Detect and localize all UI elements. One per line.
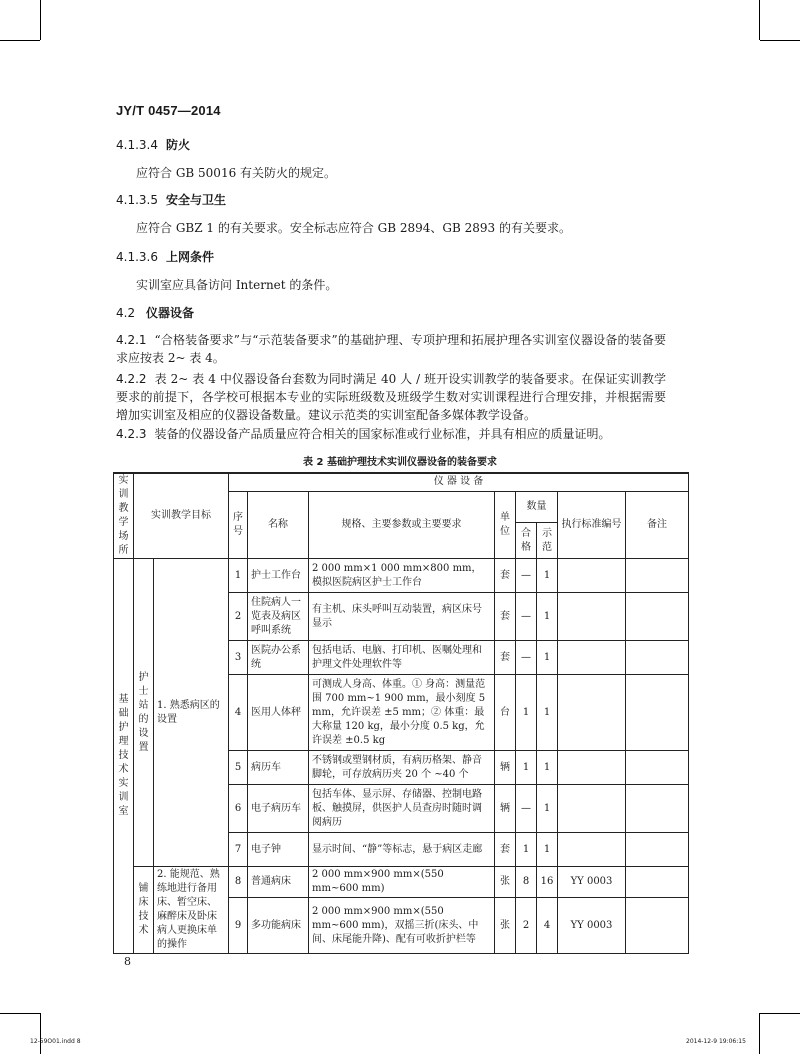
row-unit: 套 — [495, 559, 516, 593]
section-title: 防火 — [165, 138, 190, 152]
crop-mark — [760, 1013, 800, 1014]
row-seq: 3 — [229, 641, 248, 675]
row-demo: 1 — [537, 751, 558, 785]
section-heading — [116, 191, 226, 208]
row-name: 住院病人一览表及病区呼叫系统 — [248, 593, 309, 641]
row-seq: 6 — [229, 785, 248, 833]
row-unit: 台 — [495, 675, 516, 751]
crop-mark — [760, 40, 800, 41]
row-remark — [626, 675, 689, 751]
row-unit: 辆 — [495, 751, 516, 785]
row-spec: 2 000 mm×900 mm×(550 mm~600 mm) — [309, 867, 495, 898]
section-heading — [116, 136, 190, 153]
standard-code: JY/T 0457—2014 — [116, 103, 221, 118]
row-seq: 2 — [229, 593, 248, 641]
clause-text: 装备的仪器设备产品质量应符合相关的国家标准或行业标准，并具有相应的质量证明。 — [154, 427, 611, 441]
section-text: 应符合 GBZ 1 的有关要求。安全标志应符合 GB 2894、GB 2893 的有关要求。 — [136, 221, 571, 235]
header-equipment: 仪 器 设 备 — [229, 473, 689, 491]
row-spec: 有主机、床头呼叫互动装置，病区床号显示 — [309, 593, 495, 641]
row-spec: 2 000 mm×1 000 mm×800 mm，模拟医院病区护士工作台 — [309, 559, 495, 593]
section-heading — [116, 304, 194, 321]
row-seq: 5 — [229, 751, 248, 785]
header-goal: 实训教学目标 — [134, 473, 229, 559]
header-seq: 序号 — [229, 491, 248, 559]
group-label: 护士站的设置 — [134, 559, 154, 867]
clause-text: “合格装备要求”与“示范装备要求”的基础护理、专项护理和拓展护理各实训室仪器设备的装备要求应按表 2~ 表 4。 — [116, 333, 666, 365]
clause-number: 4.2.3 — [116, 427, 147, 441]
header-quantity: 数量 — [516, 491, 558, 523]
place-cell: 基础护理技术实训室 — [114, 559, 134, 954]
row-qualified: — — [516, 593, 537, 641]
clause — [116, 331, 666, 367]
row-demo: 1 — [537, 833, 558, 867]
row-remark — [626, 833, 689, 867]
section-text: 实训室应具备访问 Internet 的条件。 — [136, 278, 338, 292]
row-qualified: — — [516, 559, 537, 593]
crop-mark — [0, 1013, 40, 1014]
row-remark — [626, 559, 689, 593]
table-caption: 表 2 基础护理技术实训仪器设备的装备要求 — [303, 457, 497, 468]
row-qualified: 1 — [516, 833, 537, 867]
table-row — [114, 867, 689, 898]
row-name: 电子病历车 — [248, 785, 309, 833]
row-unit: 套 — [495, 593, 516, 641]
row-standard — [558, 641, 626, 675]
header-place: 实训教学场所 — [114, 473, 134, 559]
row-remark — [626, 867, 689, 898]
section-number: 4.2 — [116, 306, 136, 320]
row-standard — [558, 675, 626, 751]
section-number: 4.1.3.5 — [116, 193, 158, 207]
section-text: 应符合 GB 50016 有关防火的规定。 — [136, 166, 337, 180]
row-demo: 4 — [537, 898, 558, 954]
row-seq: 4 — [229, 675, 248, 751]
clause — [116, 425, 666, 443]
crop-mark — [40, 1013, 41, 1054]
row-spec: 不锈钢或塑钢材质，有病历格架、静音脚轮，可存放病历夹 20 个 ~40 个 — [309, 751, 495, 785]
header-demo: 示范 — [537, 523, 558, 559]
row-remark — [626, 751, 689, 785]
header-qualified: 合格 — [516, 523, 537, 559]
row-spec: 可测成人身高、体重。① 身高：测量范围 700 mm~1 900 mm，最小刻度 5 mm，允许误差 ±5 mm；② 体重：最大称量 120 kg，最小分度 0.5 kg，允许误差 ±0.5 kg — [309, 675, 495, 751]
row-unit: 张 — [495, 898, 516, 954]
row-standard: YY 0003 — [558, 867, 626, 898]
row-unit: 套 — [495, 833, 516, 867]
row-standard — [558, 593, 626, 641]
goal-cell: 1. 熟悉病区的设置 — [154, 559, 229, 867]
clause-text: 表 2~ 表 4 中仪器设备台套数为同时满足 40 人 / 班开设实训教学的装备要求。在保证实训教学要求的前提下，各学校可根据本专业的实际班级数及班级学生数对实训课程进行合理安排，并根据需要增加实训室及相应的仪器设备数量。建议示范类的实训室配备多媒体教学设备。 — [116, 372, 666, 422]
header-name: 名称 — [248, 491, 309, 559]
row-spec: 包括电话、电脑、打印机、医嘱处理和护理文件处理软件等 — [309, 641, 495, 675]
group-label: 铺床技术 — [134, 867, 154, 954]
row-remark — [626, 641, 689, 675]
row-name: 电子钟 — [248, 833, 309, 867]
footer-timestamp: 2014-12-9 19:06:15 — [686, 1038, 746, 1045]
row-remark — [626, 593, 689, 641]
row-spec: 包括车体、显示屏、存储器、控制电路板、触摸屏，供医护人员查房时随时调阅病历 — [309, 785, 495, 833]
page-number: 8 — [124, 955, 131, 968]
section-title: 上网条件 — [165, 250, 214, 264]
section-number: 4.1.3.6 — [116, 250, 158, 264]
row-standard: YY 0003 — [558, 898, 626, 954]
row-standard — [558, 559, 626, 593]
row-unit: 辆 — [495, 785, 516, 833]
row-seq: 9 — [229, 898, 248, 954]
equipment-table — [113, 472, 689, 954]
row-name: 病历车 — [248, 751, 309, 785]
section-heading — [116, 248, 214, 265]
clause-number: 4.2.2 — [116, 372, 147, 386]
header-spec: 规格、主要参数或主要要求 — [309, 491, 495, 559]
row-qualified: 1 — [516, 751, 537, 785]
row-seq: 1 — [229, 559, 248, 593]
clause — [116, 370, 666, 424]
row-remark — [626, 898, 689, 954]
row-demo: 1 — [537, 785, 558, 833]
row-qualified: 2 — [516, 898, 537, 954]
row-spec: 显示时间、“静”等标志，悬于病区走廊 — [309, 833, 495, 867]
row-standard — [558, 751, 626, 785]
row-spec: 2 000 mm×900 mm×(550 mm~600 mm)，双摇三折(床头、中间、床尾能升降)、配有可收折护栏等 — [309, 898, 495, 954]
crop-mark — [0, 40, 40, 41]
row-name: 医院办公系统 — [248, 641, 309, 675]
row-name: 多功能病床 — [248, 898, 309, 954]
row-demo: 1 — [537, 675, 558, 751]
header-remark: 备注 — [626, 491, 689, 559]
clause-number: 4.2.1 — [116, 333, 147, 347]
row-demo: 1 — [537, 593, 558, 641]
table-row — [114, 559, 689, 593]
crop-mark — [759, 0, 760, 40]
row-name: 普通病床 — [248, 867, 309, 898]
row-unit: 套 — [495, 641, 516, 675]
crop-mark — [759, 1013, 760, 1054]
row-qualified: — — [516, 641, 537, 675]
row-seq: 7 — [229, 833, 248, 867]
row-qualified: 1 — [516, 675, 537, 751]
header-unit: 单位 — [495, 491, 516, 559]
row-standard — [558, 833, 626, 867]
header-standard: 执行标准编号 — [558, 491, 626, 559]
row-demo: 1 — [537, 559, 558, 593]
row-qualified: — — [516, 785, 537, 833]
row-demo: 1 — [537, 641, 558, 675]
row-name: 医用人体秤 — [248, 675, 309, 751]
row-standard — [558, 785, 626, 833]
section-title: 仪器设备 — [146, 306, 195, 320]
row-qualified: 8 — [516, 867, 537, 898]
row-name: 护士工作台 — [248, 559, 309, 593]
goal-cell: 2. 能规范、熟练地进行备用床、暂空床、麻醉床及卧床病人更换床单的操作 — [154, 867, 229, 954]
crop-mark — [40, 0, 41, 40]
footer-file-info: 12-59O01.indd 8 — [30, 1038, 81, 1045]
row-seq: 8 — [229, 867, 248, 898]
row-demo: 16 — [537, 867, 558, 898]
section-title: 安全与卫生 — [165, 193, 226, 207]
row-remark — [626, 785, 689, 833]
section-number: 4.1.3.4 — [116, 138, 158, 152]
row-unit: 张 — [495, 867, 516, 898]
